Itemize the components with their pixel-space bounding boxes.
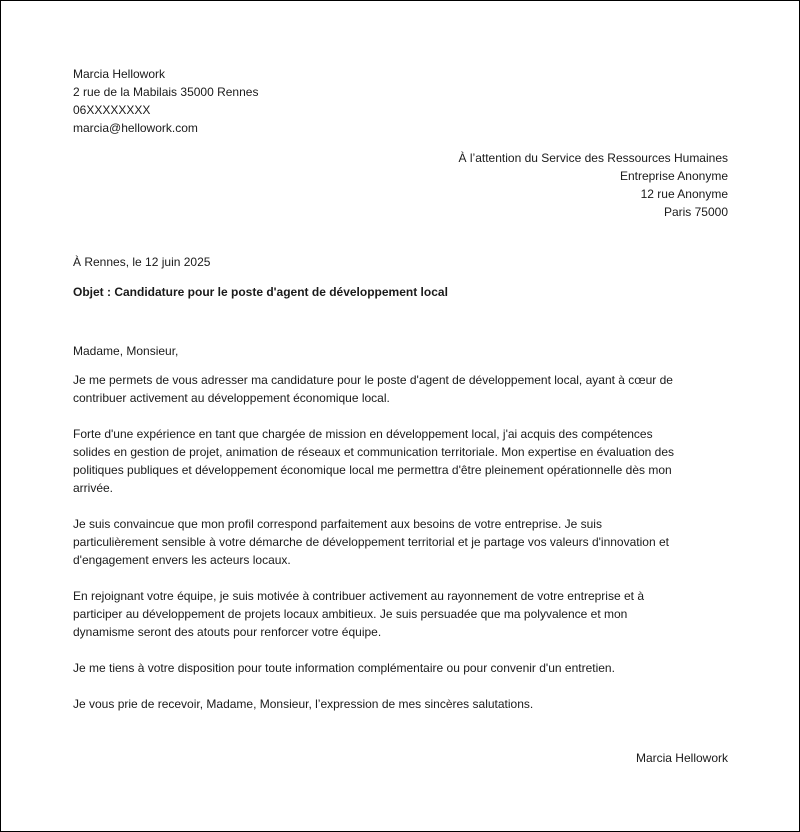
paragraph xyxy=(73,371,728,407)
subject-line: Objet : Candidature pour le poste d'agent de développement local xyxy=(73,285,448,299)
paragraph xyxy=(73,515,728,569)
recipient-city: Paris 75000 xyxy=(663,205,728,219)
recipient-attention: À l’attention du Service des Ressources Humaines xyxy=(458,151,728,165)
paragraph-line: dynamisme seront des atouts pour renforcer votre équipe. xyxy=(73,625,382,639)
paragraph-line: arrivée. xyxy=(73,481,114,495)
paragraph-line: Forte d'une expérience en tant que chargée de mission en développement local, j'ai acquis des compétences xyxy=(73,427,653,441)
recipient-company: Entreprise Anonyme xyxy=(619,169,728,183)
closing-formula: Je vous prie de recevoir, Madame, Monsieur, l’expression de mes sincères salutations. xyxy=(73,697,534,711)
paragraph-line: Je me permets de vous adresser ma candidature pour le poste d'agent de développement local, ayant à cœur de xyxy=(73,373,673,387)
recipient-block xyxy=(73,149,728,221)
paragraph-line: participer au développement de projets locaux ambitieux. Je suis persuadée que ma polyvalence et mon xyxy=(73,607,628,621)
sender-block xyxy=(73,65,728,137)
paragraph-line: En rejoignant votre équipe, je suis motivée à contribuer activement au rayonnement de votre entreprise et à xyxy=(73,589,644,603)
paragraph-line: Je me tiens à votre disposition pour toute information complémentaire ou pour convenir d'un entretien. xyxy=(73,661,615,675)
paragraph xyxy=(73,587,728,641)
letter-body xyxy=(73,371,728,713)
paragraph-line: politiques publiques et développement économique local me permettra d'être pleinement opérationnelle dès mon xyxy=(73,463,672,477)
signature: Marcia Hellowork xyxy=(635,751,728,765)
paragraph-line: particulièrement sensible à votre démarche de développement territorial et je partage vos valeurs d'innovation et xyxy=(73,535,669,549)
salutation: Madame, Monsieur, xyxy=(73,344,179,358)
sender-phone: 06XXXXXXXX xyxy=(73,103,151,117)
paragraph-line: d'engagement envers les acteurs locaux. xyxy=(73,553,291,567)
paragraph-line: Je suis convaincue que mon profil correspond parfaitement aux besoins de votre entreprise. Je suis xyxy=(73,517,602,531)
recipient-street: 12 rue Anonyme xyxy=(640,187,728,201)
paragraph-line: contribuer activement au développement économique local. xyxy=(73,391,390,405)
date-line: À Rennes, le 12 juin 2025 xyxy=(73,255,211,269)
sender-address: 2 rue de la Mabilais 35000 Rennes xyxy=(73,85,259,99)
paragraph xyxy=(73,425,728,497)
sender-name: Marcia Hellowork xyxy=(73,67,166,81)
sender-email: marcia@hellowork.com xyxy=(73,121,198,135)
paragraph-line: solides en gestion de projet, animation de réseaux et communication territoriale. Mon expertise en évaluation des xyxy=(73,445,675,459)
paragraph xyxy=(73,659,728,677)
